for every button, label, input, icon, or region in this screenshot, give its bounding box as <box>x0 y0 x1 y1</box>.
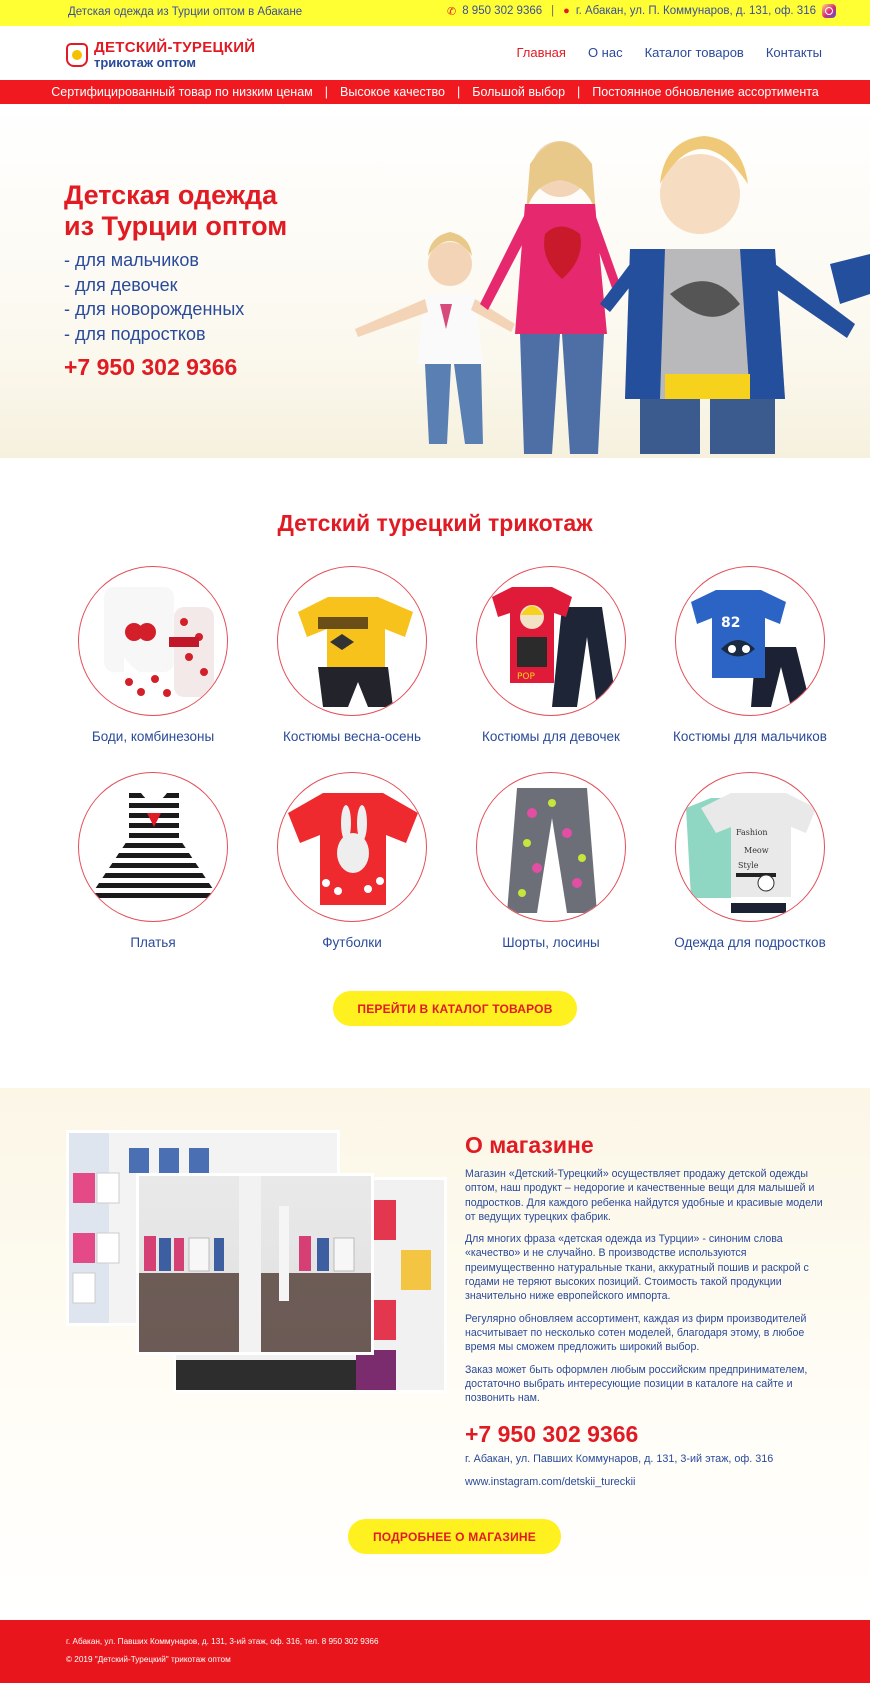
category-label: Костюмы весна-осень <box>282 729 421 744</box>
about-button[interactable]: ПОДРОБНЕЕ О МАГАЗИНЕ <box>348 1519 561 1554</box>
footer-copyright: © 2019 "Детский-Турецкий" трикотаж оптом <box>66 1655 231 1664</box>
category-label: Платья <box>130 935 176 950</box>
about-paragraph: Заказ может быть оформлен любым российским предпринимателем, достаточно выбрать интересующие позиции в каталоге на сайте и позвонить нам. <box>465 1363 808 1405</box>
instagram-icon[interactable] <box>822 4 836 18</box>
category-label: Одежда для подростков <box>674 935 826 950</box>
hero-phone[interactable]: +7 950 302 9366 <box>64 354 238 380</box>
catalog-button[interactable]: ПЕРЕЙТИ В КАТАЛОГ ТОВАРОВ <box>333 991 577 1026</box>
about-phone[interactable]: +7 950 302 9366 <box>465 1421 639 1447</box>
about-paragraph: Магазин «Детский-Турецкий» осуществляет продажу детской одежды оптом, наш продукт – недорогие и качественные вещи для малышей и подростков. Для каждого ребенка найдутся удобные и красивые модели от ведущих турецких фабрик. <box>465 1168 823 1223</box>
svg-text:POP: POP <box>517 672 535 682</box>
hero-list-item: - для подростков <box>64 323 206 344</box>
svg-text:Meow: Meow <box>744 846 769 855</box>
logo-subtitle: трикотаж оптом <box>94 55 197 70</box>
top-divider: | <box>551 5 555 17</box>
about-paragraph: Для многих фраза «детская одежда из Турции» - синоним слова «качество» и не случайно. В производстве используются преимущественно натуральные ткани, аккуратный пошив и раскрой с годами не теряют высоких позиций. Стоимость такой продукции значительно ниже европейского импорта. <box>465 1233 809 1303</box>
logo-title: ДЕТСКИЙ-ТУРЕЦКИЙ <box>94 39 256 56</box>
category-image <box>675 566 825 716</box>
category-card-spring-suits[interactable] <box>252 566 452 744</box>
hero-list-item: - для мальчиков <box>64 250 199 270</box>
benefit-item: Сертифицированный товар по низким ценам <box>51 85 313 99</box>
category-image <box>78 772 228 922</box>
category-label: Костюмы для девочек <box>482 729 620 744</box>
category-card-tshirts[interactable] <box>252 772 452 950</box>
category-label: Шорты, лосины <box>502 935 600 950</box>
location-pin-icon: ● <box>563 5 570 17</box>
hero-list-item: - для новорожденных <box>64 299 245 319</box>
about-text <box>465 1167 830 1413</box>
category-card-dresses[interactable] <box>53 772 253 950</box>
benefit-item: Высокое качество <box>340 85 445 99</box>
category-label: Боди, комбинезоны <box>91 729 215 744</box>
hero-title <box>64 180 287 242</box>
category-image <box>277 772 427 922</box>
phone-icon: ✆ <box>446 5 457 18</box>
category-image <box>675 772 825 922</box>
category-image <box>476 566 626 716</box>
hero-title-line1: Детская одежда <box>64 180 278 210</box>
logo-bear-icon <box>66 43 88 67</box>
hero-list <box>64 248 244 346</box>
about-address: г. Абакан, ул. Павших Коммунаров, д. 131, 3-ий этаж, оф. 316 <box>465 1453 774 1465</box>
top-phone[interactable]: 8 950 302 9366 <box>462 5 543 17</box>
site-footer <box>0 1620 870 1683</box>
svg-text:Style: Style <box>738 861 759 870</box>
site-header <box>0 26 870 80</box>
category-card-teens[interactable] <box>650 772 850 950</box>
category-label: Футболки <box>322 935 382 950</box>
store-photo-center <box>139 1176 371 1352</box>
svg-text:82: 82 <box>721 615 741 631</box>
category-card-shorts[interactable] <box>451 772 651 950</box>
main-nav <box>516 45 822 60</box>
about-paragraph: Регулярно обновляем ассортимент, каждая из фирм производителей насчитывает по несколько сотен моделей, благодаря этому, в любое время мы сможем предложить широкий выбор. <box>465 1312 807 1354</box>
category-card-girls-suits[interactable] <box>451 566 651 744</box>
hero-banner <box>0 104 870 458</box>
hero-list-item: - для девочек <box>64 274 178 295</box>
category-image <box>277 566 427 716</box>
benefit-item: Большой выбор <box>472 85 566 99</box>
about-instagram-link[interactable]: www.instagram.com/detskii_tureckii <box>465 1476 636 1488</box>
nav-about[interactable]: О нас <box>587 45 623 60</box>
svg-text:Fashion: Fashion <box>736 828 768 837</box>
category-image <box>476 772 626 922</box>
benefit-item: Постоянное обновление ассортимента <box>592 85 819 99</box>
hero-title-line2: из Турции оптом <box>64 211 288 241</box>
top-address: г. Абакан, ул. П. Коммунаров, д. 131, оф. 316 <box>575 5 816 17</box>
catalog-title: Детский турецкий трикотаж <box>277 510 593 536</box>
category-image <box>78 566 228 716</box>
benefit-divider: | <box>324 85 329 99</box>
category-card-bodies[interactable] <box>53 566 253 744</box>
nav-contacts[interactable]: Контакты <box>765 45 822 60</box>
nav-catalog[interactable]: Каталог товаров <box>644 45 744 60</box>
category-card-boys-suits[interactable] <box>650 566 850 744</box>
top-contacts <box>447 4 836 18</box>
top-tagline: Детская одежда из Турции оптом в Абакане <box>68 6 303 18</box>
benefit-divider: | <box>456 85 461 99</box>
top-bar <box>0 0 870 26</box>
category-label: Костюмы для мальчиков <box>673 729 827 744</box>
hero-children-image <box>330 114 870 458</box>
about-title: О магазине <box>465 1132 594 1158</box>
footer-address: г. Абакан, ул. Павших Коммунаров, д. 131, 3-ий этаж, оф. 316, тел. 8 950 302 9366 <box>66 1637 379 1646</box>
site-logo[interactable] <box>66 40 255 69</box>
benefits-strip <box>0 80 870 104</box>
benefit-divider: | <box>577 85 581 99</box>
nav-home[interactable]: Главная <box>516 45 566 60</box>
